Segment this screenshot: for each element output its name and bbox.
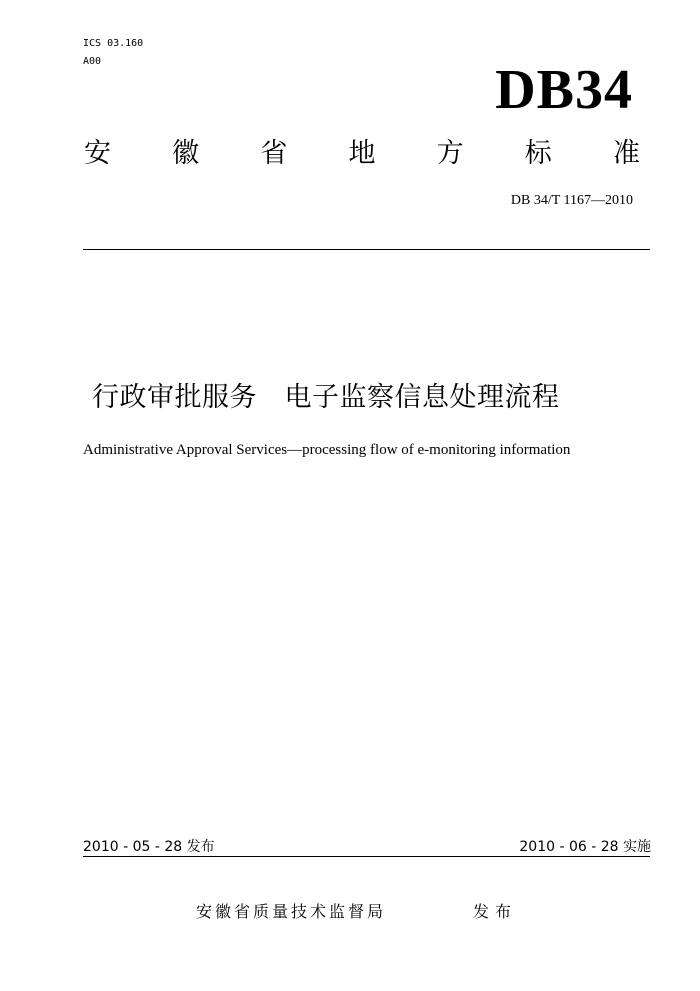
ccs-code: A00 xyxy=(83,56,102,67)
issue-date: 2010 - 05 - 28 发布 xyxy=(83,839,215,855)
implementation-date: 2010 - 06 - 28 实施 xyxy=(519,839,651,855)
ics-code: ICS 03.160 xyxy=(83,38,144,49)
standard-type-char: 方 xyxy=(436,138,464,169)
standard-type-char: 省 xyxy=(260,138,288,169)
bottom-divider xyxy=(83,856,650,857)
standard-type-char: 标 xyxy=(524,138,552,169)
standard-logo: DB34 xyxy=(495,59,633,121)
issuing-authority: 安徽省质量技术监督局 xyxy=(196,902,387,921)
document-title-chinese: 行政审批服务 电子监察信息处理流程 xyxy=(92,382,560,413)
standard-type-char: 安 xyxy=(84,138,111,169)
standard-number: DB 34/T 1167—2010 xyxy=(510,193,633,208)
document-title-english: Administrative Approval Services—processing flow of e-monitoring information xyxy=(83,442,571,458)
top-divider xyxy=(83,249,650,250)
standard-type-heading xyxy=(84,138,640,170)
standard-type-char: 准 xyxy=(612,138,640,169)
standard-type-char: 地 xyxy=(348,138,376,169)
standard-type-char: 徽 xyxy=(172,138,200,169)
issue-label: 发布 xyxy=(473,902,518,921)
